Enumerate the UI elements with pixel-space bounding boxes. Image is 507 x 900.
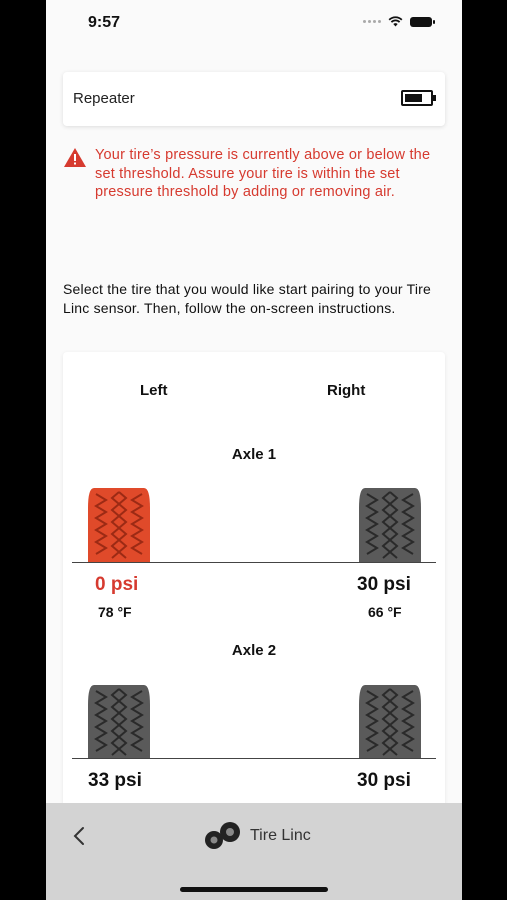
tire-layout-card <box>63 352 445 822</box>
right-column-header: Right <box>327 382 366 399</box>
battery-icon <box>410 17 432 27</box>
pairing-instructions: Select the tire that you would like start pairing to your Tire Linc sensor. Then, follow the on-screen instructions. <box>63 281 432 316</box>
tire-axle1-right[interactable] <box>359 488 421 562</box>
axle1-left-temperature: 78 °F <box>98 604 132 620</box>
nav-title: Tire Linc <box>250 827 311 844</box>
status-bar <box>46 0 462 48</box>
tire-axle2-left[interactable] <box>88 685 150 759</box>
axle1-left-pressure: 0 psi <box>95 574 139 595</box>
home-indicator <box>180 887 328 892</box>
wifi-icon <box>388 16 403 27</box>
tire-linc-logo-icon <box>202 819 242 853</box>
warning-text: Your tire’s pressure is currently above or below the set threshold. Assure your tire is within the set pressure threshold by adding or removing air. <box>95 147 431 200</box>
status-icons <box>363 16 432 27</box>
axle2-left-pressure: 33 psi <box>88 770 142 791</box>
app-screen <box>46 0 462 900</box>
left-column-header: Left <box>140 382 168 399</box>
axle1-right-pressure: 30 psi <box>357 574 411 595</box>
bottom-nav-bar <box>46 803 462 900</box>
repeater-card[interactable] <box>63 72 445 126</box>
tire-icon <box>88 488 150 562</box>
repeater-label: Repeater <box>73 90 135 107</box>
tire-icon <box>359 488 421 562</box>
tire-axle2-right[interactable] <box>359 685 421 759</box>
tire-axle1-left[interactable] <box>88 488 150 562</box>
axle-1-ground-line <box>72 562 436 563</box>
tire-icon <box>88 685 150 759</box>
warning-icon <box>64 148 86 167</box>
chevron-left-icon[interactable] <box>64 821 94 851</box>
axle-1-title: Axle 1 <box>231 446 277 463</box>
axle-2-title: Axle 2 <box>231 642 277 659</box>
repeater-battery-icon <box>401 90 433 106</box>
signal-icon <box>363 20 381 23</box>
axle1-right-temperature: 66 °F <box>368 604 402 620</box>
axle-2-ground-line <box>72 758 436 759</box>
status-time: 9:57 <box>88 14 121 31</box>
axle2-right-pressure: 30 psi <box>357 770 411 791</box>
tire-icon <box>359 685 421 759</box>
